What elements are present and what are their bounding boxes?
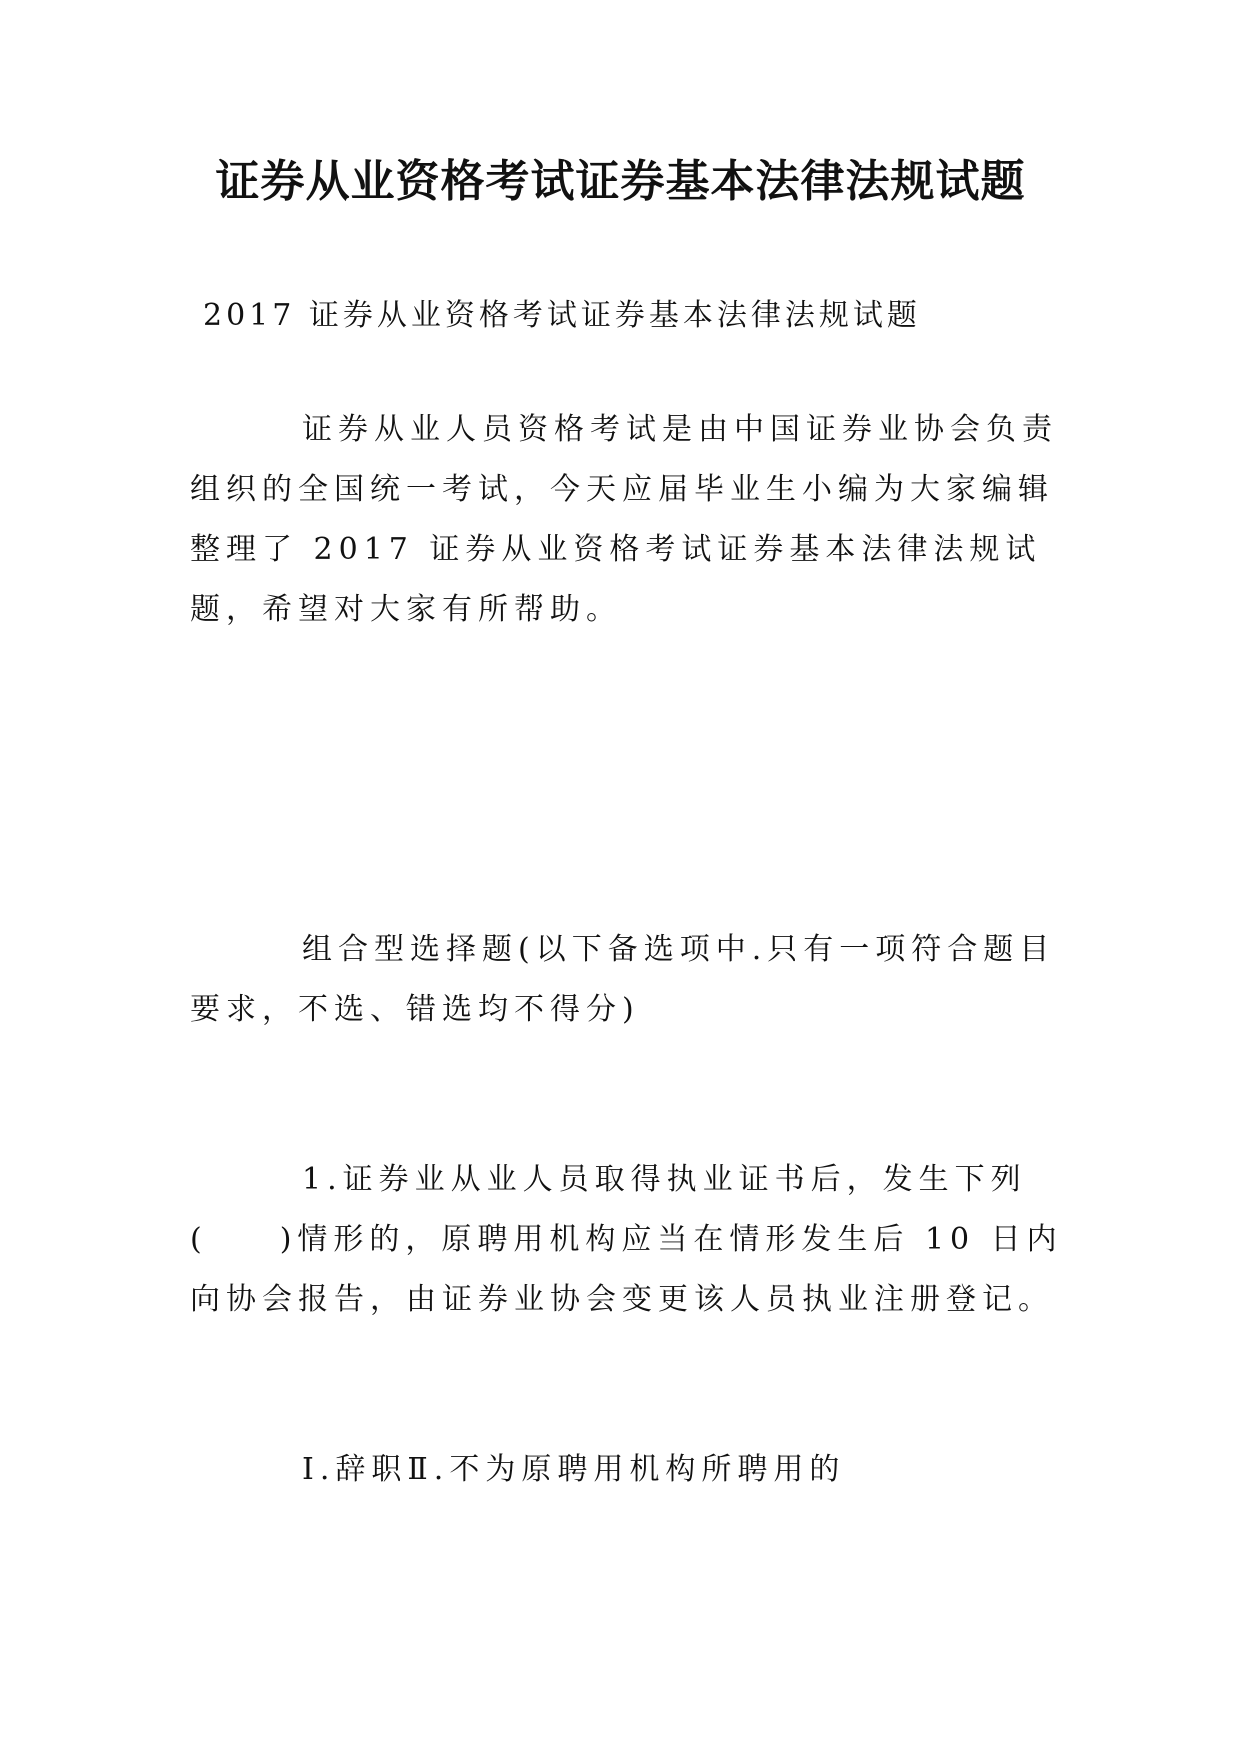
document-title: 证券从业资格考试证券基本法律法规试题 — [215, 156, 1026, 207]
document-subtitle: 2017 证券从业资格考试证券基本法律法规试题 — [203, 298, 921, 333]
intro-paragraph: 证券从业人员资格考试是由中国证券业协会负责组织的全国统一考试，今天应届毕业生小编为大家编辑整理了 2017 证券从业资格考试证券基本法律法规试题，希望对大家有所帮助。 — [190, 412, 1058, 627]
question-1: 1.证券业从业人员取得执业证书后，发生下列( )情形的，原聘用机构应当在情形发生后 10 日内向协会报告，由证券业协会变更该人员执业注册登记。 — [190, 1162, 1063, 1317]
section-heading: 组合型选择题(以下备选项中.只有一项符合题目要求，不选、错选均不得分) — [190, 932, 1056, 1027]
question-1-options: Ⅰ.辞职Ⅱ.不为原聘用机构所聘用的 — [302, 1452, 846, 1487]
